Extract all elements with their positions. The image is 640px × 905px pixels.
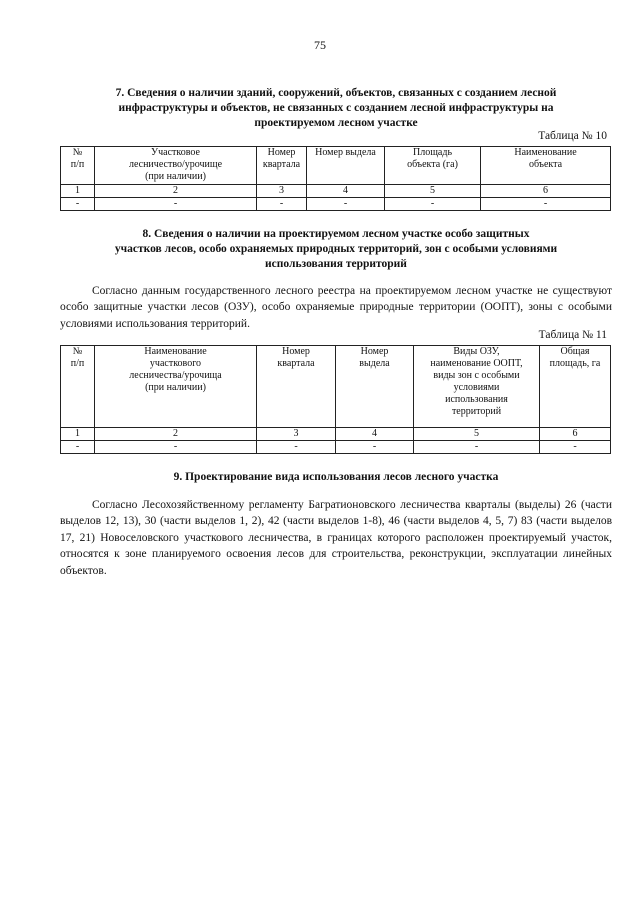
table-cell: 6 [540, 428, 611, 441]
table-header-row [61, 147, 611, 185]
header-cell: Наименование участкового лесничества/урочища (при наличии) [95, 346, 257, 428]
table-cell: - [336, 441, 414, 454]
table-row [61, 441, 611, 454]
header-cell: Виды ОЗУ, наименование ООПТ, виды зон с особыми условиями использования территорий [414, 346, 540, 428]
heading-line: инфраструктуры и объектов, не связанных с созданием лесной инфраструктуры на [118, 102, 554, 114]
heading-line: использования территорий [265, 258, 407, 270]
section9-heading: 9. Проектирование вида использования лесов лесного участка [173, 471, 499, 483]
header-cell: Общая площадь, га [540, 346, 611, 428]
section9-paragraph: Согласно Лесохозяйственному регламенту Багратионовского лесничества кварталы (выделы) 26 (части выделов 12, 13), 30 (части выделов 1, 2), 42 (части выделов 1-8), 46 (части выделов 4, 5, 7) 83 (части выделов 17, 21) Новоселовского участкового лесничества, в границах которого расположен проектируемый участок, относятся к зоне планируемого освоения лесов для строительства, реконструкции, эксплуатации линейных объектов. [60, 499, 612, 577]
table-cell: - [540, 441, 611, 454]
table-cell: 4 [307, 185, 385, 198]
table-cell: 4 [336, 428, 414, 441]
table-cell: - [61, 441, 95, 454]
heading-line: 8. Сведения о наличии на проектируемом лесном участке особо защитных [142, 228, 530, 240]
table-cell: - [95, 198, 257, 211]
table-11 [60, 345, 611, 454]
table-cell: - [385, 198, 481, 211]
header-cell: Номер квартала [257, 346, 336, 428]
heading-line: 7. Сведения о наличии зданий, сооружений, объектов, связанных с созданием лесной [115, 87, 557, 99]
table11-caption: Таблица № 11 [538, 329, 607, 341]
table-index-row [61, 428, 611, 441]
table-cell: 5 [414, 428, 540, 441]
table10-caption: Таблица № 10 [538, 130, 607, 142]
header-cell: Номер квартала [257, 147, 307, 185]
header-cell: Участковое лесничество/урочище (при наличии) [95, 147, 257, 185]
table-cell: 3 [257, 428, 336, 441]
table-cell: - [481, 198, 611, 211]
table-row [61, 198, 611, 211]
table-10 [60, 146, 611, 211]
table-cell: - [307, 198, 385, 211]
heading-line: проектируемом лесном участке [254, 117, 418, 129]
table-cell: 5 [385, 185, 481, 198]
table-cell: 2 [95, 185, 257, 198]
section8-heading [60, 227, 612, 272]
table-cell: 1 [61, 428, 95, 441]
section7-heading [60, 86, 612, 131]
header-cell: Наименование объекта [481, 147, 611, 185]
table-cell: 2 [95, 428, 257, 441]
table-cell: 3 [257, 185, 307, 198]
section8-paragraph: Согласно данным государственного лесного реестра на проектируемом лесном участке не существуют особо защитные участки лесов (ОЗУ), особо охраняемые природные территории (ООПТ), зоны с особыми условиями использования территорий. [60, 285, 612, 330]
table-cell: 1 [61, 185, 95, 198]
header-cell: № п/п [61, 346, 95, 428]
table-cell: 6 [481, 185, 611, 198]
heading-line: участков лесов, особо охраняемых природных территорий, зон с особыми условиями [114, 243, 558, 255]
table-index-row [61, 185, 611, 198]
table-cell: - [61, 198, 95, 211]
table-header-row [61, 346, 611, 428]
table-cell: - [257, 198, 307, 211]
header-cell: Номер выдела [336, 346, 414, 428]
header-cell: Номер выдела [307, 147, 385, 185]
table-cell: - [414, 441, 540, 454]
table-cell: - [257, 441, 336, 454]
table-cell: - [95, 441, 257, 454]
page-number: 75 [314, 38, 326, 52]
header-cell: № п/п [61, 147, 95, 185]
header-cell: Площадь объекта (га) [385, 147, 481, 185]
